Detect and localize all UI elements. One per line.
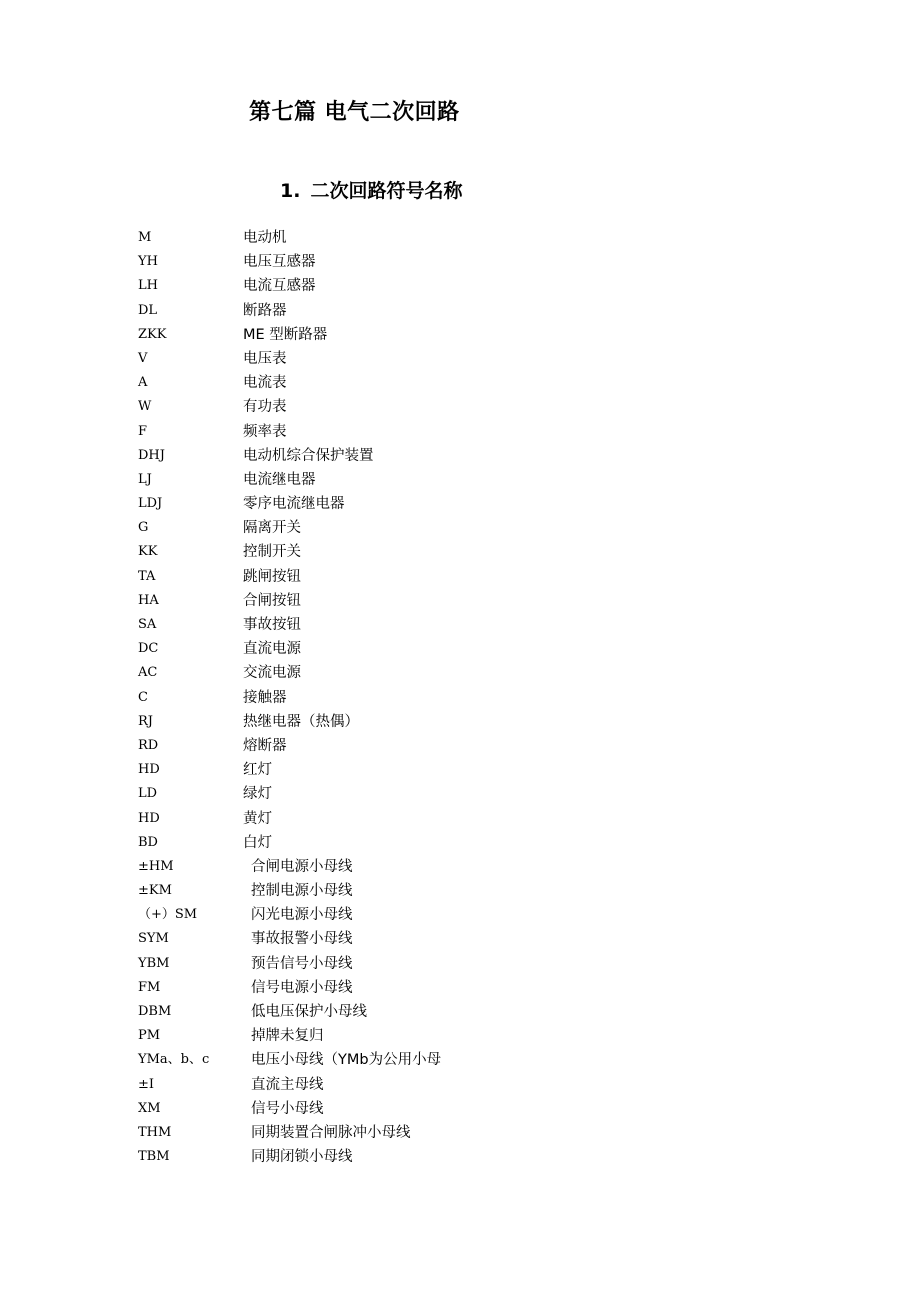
symbol-name: 电流继电器 (243, 471, 316, 488)
symbol-code: DL (138, 302, 158, 318)
symbol-name: 事故报警小母线 (251, 931, 353, 948)
symbol-code: RD (138, 737, 159, 753)
symbol-name: 电动机 (243, 230, 287, 246)
symbol-code: KK (138, 544, 158, 560)
symbol-row (138, 420, 638, 444)
symbol-name: 绿灯 (243, 786, 272, 803)
symbol-name: 电压表 (243, 350, 287, 367)
symbol-name: 断路器 (243, 302, 287, 319)
symbol-name: 预告信号小母线 (251, 955, 353, 972)
symbol-row (138, 637, 638, 661)
symbol-row (138, 952, 638, 976)
symbol-code: DC (138, 641, 159, 657)
symbol-code: XM (138, 1100, 161, 1116)
symbol-code: C (138, 689, 148, 705)
symbol-name: 电压小母线（YMb为公用小母 (251, 1052, 442, 1069)
symbol-code: YBM (138, 955, 170, 971)
symbol-code: HD (138, 762, 160, 778)
symbol-code: LH (138, 278, 158, 294)
symbol-row (138, 274, 638, 298)
symbol-name: 控制开关 (243, 544, 301, 561)
symbol-row (138, 710, 638, 734)
symbol-row (138, 613, 638, 637)
symbol-code: M (138, 230, 152, 245)
symbol-name: 热继电器（热偶） (243, 713, 359, 730)
symbol-name: 电动机综合保护装置 (243, 447, 374, 464)
symbol-name: 电流互感器 (243, 278, 316, 295)
symbol-name: 低电压保护小母线 (251, 1004, 367, 1020)
symbol-row (138, 565, 638, 589)
symbol-row (138, 734, 638, 758)
symbol-name: 有功表 (243, 399, 287, 416)
section-number: 1. (280, 180, 301, 202)
symbol-row (138, 226, 638, 250)
symbol-code: LD (138, 786, 158, 802)
symbol-name: 接触器 (243, 689, 287, 706)
symbol-code: DBM (138, 1004, 172, 1019)
symbol-code: YH (138, 254, 158, 270)
symbol-row (138, 782, 638, 806)
symbol-code: HA (138, 592, 159, 608)
symbol-row (138, 468, 638, 492)
symbol-name: 跳闸按钮 (243, 568, 301, 585)
symbol-name: 合闸按钮 (243, 592, 301, 609)
symbol-code: A (138, 375, 148, 391)
symbol-row (138, 661, 638, 685)
symbol-row (138, 831, 638, 855)
symbol-code: FM (138, 979, 161, 995)
symbol-row (138, 1073, 638, 1097)
symbol-name: 红灯 (243, 762, 272, 779)
symbol-row (138, 371, 638, 395)
symbol-name: 同期装置合闸脉冲小母线 (251, 1124, 411, 1141)
symbol-code: LJ (138, 471, 152, 487)
symbol-code: TA (138, 568, 156, 584)
symbol-code: W (138, 399, 152, 415)
symbol-name: 零序电流继电器 (243, 496, 345, 513)
symbol-code: HD (138, 810, 160, 826)
symbol-row (138, 347, 638, 371)
symbol-row (138, 927, 638, 951)
symbol-name: 闪光电源小母线 (251, 907, 353, 924)
symbol-code: TBM (138, 1149, 170, 1165)
symbol-code: THM (138, 1124, 172, 1140)
symbol-name: 合闸电源小母线 (251, 858, 353, 875)
symbol-code: PM (138, 1028, 161, 1044)
symbol-name: 熔断器 (243, 737, 287, 754)
symbol-row (138, 1145, 638, 1169)
symbol-row (138, 879, 638, 903)
symbol-row (138, 395, 638, 419)
symbol-row (138, 976, 638, 1000)
symbol-row (138, 1121, 638, 1145)
symbol-code: YMa、b、c (138, 1052, 210, 1068)
symbol-list (138, 226, 638, 1169)
symbol-code: AC (138, 665, 158, 681)
symbol-row (138, 444, 638, 468)
symbol-name: 白灯 (243, 834, 272, 851)
symbol-row (138, 1000, 638, 1024)
symbol-row (138, 492, 638, 516)
symbol-code: F (138, 423, 148, 439)
symbol-row (138, 807, 638, 831)
symbol-row (138, 540, 638, 564)
symbol-row (138, 1048, 638, 1072)
section-heading (280, 176, 462, 206)
symbol-name: 信号小母线 (251, 1100, 324, 1117)
symbol-row (138, 1097, 638, 1121)
symbol-row (138, 299, 638, 323)
symbol-name: 频率表 (243, 423, 287, 440)
symbol-name: 电压互感器 (243, 254, 316, 271)
symbol-code: LDJ (138, 496, 163, 512)
symbol-name: 直流主母线 (251, 1076, 324, 1093)
symbol-name: 同期闭锁小母线 (251, 1149, 353, 1166)
symbol-name: 黄灯 (243, 810, 272, 827)
symbol-code: （+）SM (138, 907, 198, 923)
part-title: 第七篇 电气二次回路 (249, 100, 460, 125)
symbol-code: SA (138, 617, 157, 632)
symbol-row (138, 323, 638, 347)
symbol-name: 信号电源小母线 (251, 979, 353, 996)
symbol-row (138, 516, 638, 540)
symbol-code: V (138, 350, 148, 366)
symbol-row (138, 686, 638, 710)
symbol-name: 交流电源 (243, 665, 301, 682)
symbol-code: G (138, 520, 149, 536)
section-title: 二次回路符号名称 (310, 180, 463, 202)
symbol-code: ZKK (138, 326, 167, 342)
symbol-name: 直流电源 (243, 641, 301, 658)
symbol-code: DHJ (138, 447, 165, 463)
symbol-code: ±KM (138, 883, 172, 899)
symbol-row (138, 903, 638, 927)
symbol-name: 电流表 (243, 375, 287, 392)
symbol-name: ME 型断路器 (243, 326, 328, 343)
symbol-row (138, 589, 638, 613)
symbol-code: SYM (138, 931, 169, 947)
symbol-code: RJ (138, 713, 153, 729)
symbol-name: 隔离开关 (243, 520, 301, 537)
symbol-row (138, 1024, 638, 1048)
symbol-code: BD (138, 834, 158, 850)
symbol-name: 控制电源小母线 (251, 883, 353, 900)
symbol-code: ±HM (138, 858, 174, 874)
symbol-code: ±I (138, 1076, 155, 1092)
symbol-row (138, 855, 638, 879)
symbol-name: 掉牌未复归 (251, 1028, 324, 1045)
symbol-name: 事故按钮 (243, 617, 301, 633)
symbol-row (138, 250, 638, 274)
symbol-row (138, 758, 638, 782)
